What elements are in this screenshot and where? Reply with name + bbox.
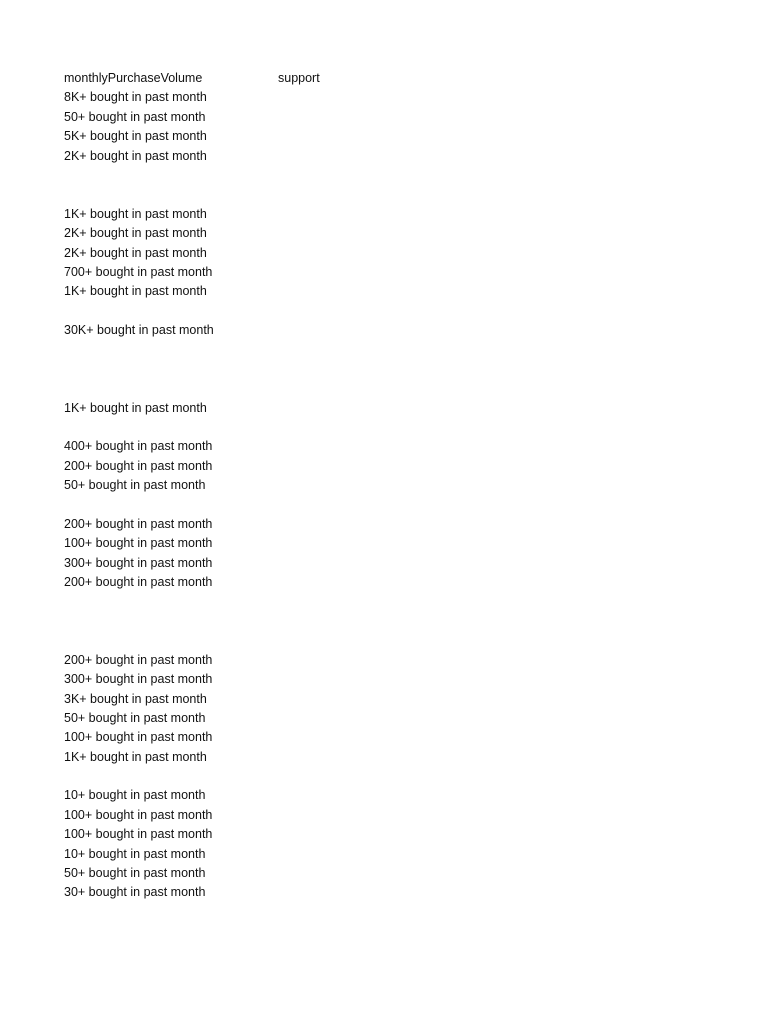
- monthly-purchase-volume-cell[interactable]: [64, 302, 278, 321]
- monthly-purchase-volume-cell[interactable]: 30K+ bought in past month: [64, 323, 214, 338]
- table-row: [64, 457, 704, 476]
- monthly-purchase-volume-cell[interactable]: [64, 360, 278, 379]
- support-cell[interactable]: [278, 534, 478, 553]
- table-row: [64, 864, 704, 883]
- monthly-purchase-volume-cell[interactable]: 200+ bought in past month: [64, 575, 213, 590]
- table-row: [64, 127, 704, 146]
- support-cell[interactable]: [278, 825, 478, 844]
- monthly-purchase-volume-cell[interactable]: 8K+ bought in past month: [64, 90, 207, 105]
- support-cell[interactable]: [278, 786, 478, 805]
- support-cell[interactable]: [278, 205, 478, 224]
- table-row: [64, 786, 704, 805]
- monthly-purchase-volume-cell[interactable]: 100+ bought in past month: [64, 807, 213, 822]
- monthly-purchase-volume-cell[interactable]: [64, 593, 278, 612]
- support-cell[interactable]: [278, 147, 478, 166]
- monthly-purchase-volume-cell[interactable]: 50+ bought in past month: [64, 866, 206, 881]
- table-row: [64, 670, 704, 689]
- monthly-purchase-volume-cell[interactable]: 700+ bought in past month: [64, 264, 213, 279]
- monthly-purchase-volume-cell[interactable]: 10+ bought in past month: [64, 788, 206, 803]
- support-cell[interactable]: [278, 166, 478, 185]
- table-row: [64, 360, 704, 379]
- table-row: [64, 806, 704, 825]
- monthly-purchase-volume-cell[interactable]: [64, 340, 278, 359]
- table-row: [64, 437, 704, 456]
- monthly-purchase-volume-cell[interactable]: 1K+ bought in past month: [64, 206, 207, 221]
- support-cell[interactable]: [278, 631, 478, 650]
- monthly-purchase-volume-cell[interactable]: 3K+ bought in past month: [64, 691, 207, 706]
- support-cell[interactable]: [278, 418, 478, 437]
- monthly-purchase-volume-cell[interactable]: [64, 631, 278, 650]
- table-row: [64, 845, 704, 864]
- table-row: [64, 263, 704, 282]
- monthly-purchase-volume-cell[interactable]: 2K+ bought in past month: [64, 148, 207, 163]
- support-cell[interactable]: [278, 321, 478, 340]
- monthly-purchase-volume-cell[interactable]: 50+ bought in past month: [64, 710, 206, 725]
- table-row: [64, 825, 704, 844]
- support-cell[interactable]: [278, 399, 478, 418]
- monthly-purchase-volume-cell[interactable]: 10+ bought in past month: [64, 846, 206, 861]
- header-monthly-purchase-volume[interactable]: monthlyPurchaseVolume: [64, 71, 203, 85]
- table-row: [64, 302, 704, 321]
- monthly-purchase-volume-cell[interactable]: [64, 418, 278, 437]
- monthly-purchase-volume-cell[interactable]: 100+ bought in past month: [64, 827, 213, 842]
- support-cell[interactable]: [278, 224, 478, 243]
- support-cell[interactable]: [278, 496, 478, 515]
- monthly-purchase-volume-cell[interactable]: 200+ bought in past month: [64, 458, 213, 473]
- support-cell[interactable]: [278, 340, 478, 359]
- data-rows: [64, 88, 704, 902]
- table-row: [64, 496, 704, 515]
- support-cell[interactable]: [278, 690, 478, 709]
- monthly-purchase-volume-cell[interactable]: 200+ bought in past month: [64, 516, 213, 531]
- table-row: [64, 631, 704, 650]
- table-row: [64, 593, 704, 612]
- support-cell[interactable]: [278, 651, 478, 670]
- support-cell[interactable]: [278, 360, 478, 379]
- monthly-purchase-volume-cell[interactable]: [64, 379, 278, 398]
- table-row: [64, 573, 704, 592]
- table-row: [64, 748, 704, 767]
- monthly-purchase-volume-cell[interactable]: 50+ bought in past month: [64, 478, 206, 493]
- header-row: [64, 69, 704, 88]
- table-row: [64, 709, 704, 728]
- table-row: [64, 418, 704, 437]
- monthly-purchase-volume-cell[interactable]: 1K+ bought in past month: [64, 284, 207, 299]
- support-cell[interactable]: [278, 379, 478, 398]
- table-row: [64, 340, 704, 359]
- monthly-purchase-volume-cell[interactable]: 2K+ bought in past month: [64, 245, 207, 260]
- table-row: [64, 399, 704, 418]
- table-row: [64, 224, 704, 243]
- monthly-purchase-volume-cell[interactable]: 2K+ bought in past month: [64, 226, 207, 241]
- table-row: [64, 185, 704, 204]
- support-cell[interactable]: [278, 127, 478, 146]
- monthly-purchase-volume-cell[interactable]: [64, 767, 278, 786]
- support-cell[interactable]: [278, 573, 478, 592]
- support-cell[interactable]: [278, 670, 478, 689]
- monthly-purchase-volume-cell[interactable]: 30+ bought in past month: [64, 885, 206, 900]
- monthly-purchase-volume-cell[interactable]: [64, 496, 278, 515]
- support-cell[interactable]: [278, 864, 478, 883]
- support-cell[interactable]: [278, 457, 478, 476]
- table-row: [64, 88, 704, 107]
- table-row: [64, 205, 704, 224]
- support-cell[interactable]: [278, 302, 478, 321]
- monthly-purchase-volume-cell[interactable]: 1K+ bought in past month: [64, 749, 207, 764]
- monthly-purchase-volume-cell[interactable]: [64, 612, 278, 631]
- support-cell[interactable]: [278, 263, 478, 282]
- table-row: [64, 690, 704, 709]
- monthly-purchase-volume-cell[interactable]: 300+ bought in past month: [64, 672, 213, 687]
- table-row: [64, 379, 704, 398]
- table-row: [64, 767, 704, 786]
- table-row: [64, 476, 704, 495]
- monthly-purchase-volume-cell[interactable]: 300+ bought in past month: [64, 555, 213, 570]
- support-cell[interactable]: [278, 244, 478, 263]
- monthly-purchase-volume-cell[interactable]: 50+ bought in past month: [64, 109, 206, 124]
- table-row: [64, 883, 704, 902]
- support-cell[interactable]: [278, 88, 478, 107]
- support-cell[interactable]: [278, 767, 478, 786]
- monthly-purchase-volume-cell[interactable]: 100+ bought in past month: [64, 536, 213, 551]
- support-cell[interactable]: [278, 709, 478, 728]
- support-cell[interactable]: [278, 748, 478, 767]
- table-row: [64, 612, 704, 631]
- support-cell[interactable]: [278, 883, 478, 902]
- support-cell[interactable]: [278, 515, 478, 534]
- support-cell[interactable]: [278, 185, 478, 204]
- header-support[interactable]: support: [278, 71, 320, 85]
- monthly-purchase-volume-cell[interactable]: 100+ bought in past month: [64, 730, 213, 745]
- table-row: [64, 147, 704, 166]
- support-cell[interactable]: [278, 728, 478, 747]
- table-row: [64, 244, 704, 263]
- support-cell[interactable]: [278, 476, 478, 495]
- table-row: [64, 554, 704, 573]
- support-cell[interactable]: [278, 554, 478, 573]
- spreadsheet-grid: [64, 69, 704, 903]
- support-cell[interactable]: [278, 437, 478, 456]
- table-row: [64, 534, 704, 553]
- monthly-purchase-volume-cell[interactable]: [64, 166, 278, 185]
- monthly-purchase-volume-cell[interactable]: 5K+ bought in past month: [64, 129, 207, 144]
- support-cell[interactable]: [278, 806, 478, 825]
- monthly-purchase-volume-cell[interactable]: 1K+ bought in past month: [64, 400, 207, 415]
- monthly-purchase-volume-cell[interactable]: [64, 185, 278, 204]
- table-row: [64, 166, 704, 185]
- monthly-purchase-volume-cell[interactable]: 400+ bought in past month: [64, 439, 213, 454]
- table-row: [64, 321, 704, 340]
- table-row: [64, 108, 704, 127]
- monthly-purchase-volume-cell[interactable]: 200+ bought in past month: [64, 652, 213, 667]
- table-row: [64, 282, 704, 301]
- support-cell[interactable]: [278, 108, 478, 127]
- support-cell[interactable]: [278, 593, 478, 612]
- support-cell[interactable]: [278, 612, 478, 631]
- support-cell[interactable]: [278, 282, 478, 301]
- table-row: [64, 651, 704, 670]
- table-row: [64, 515, 704, 534]
- table-row: [64, 728, 704, 747]
- support-cell[interactable]: [278, 845, 478, 864]
